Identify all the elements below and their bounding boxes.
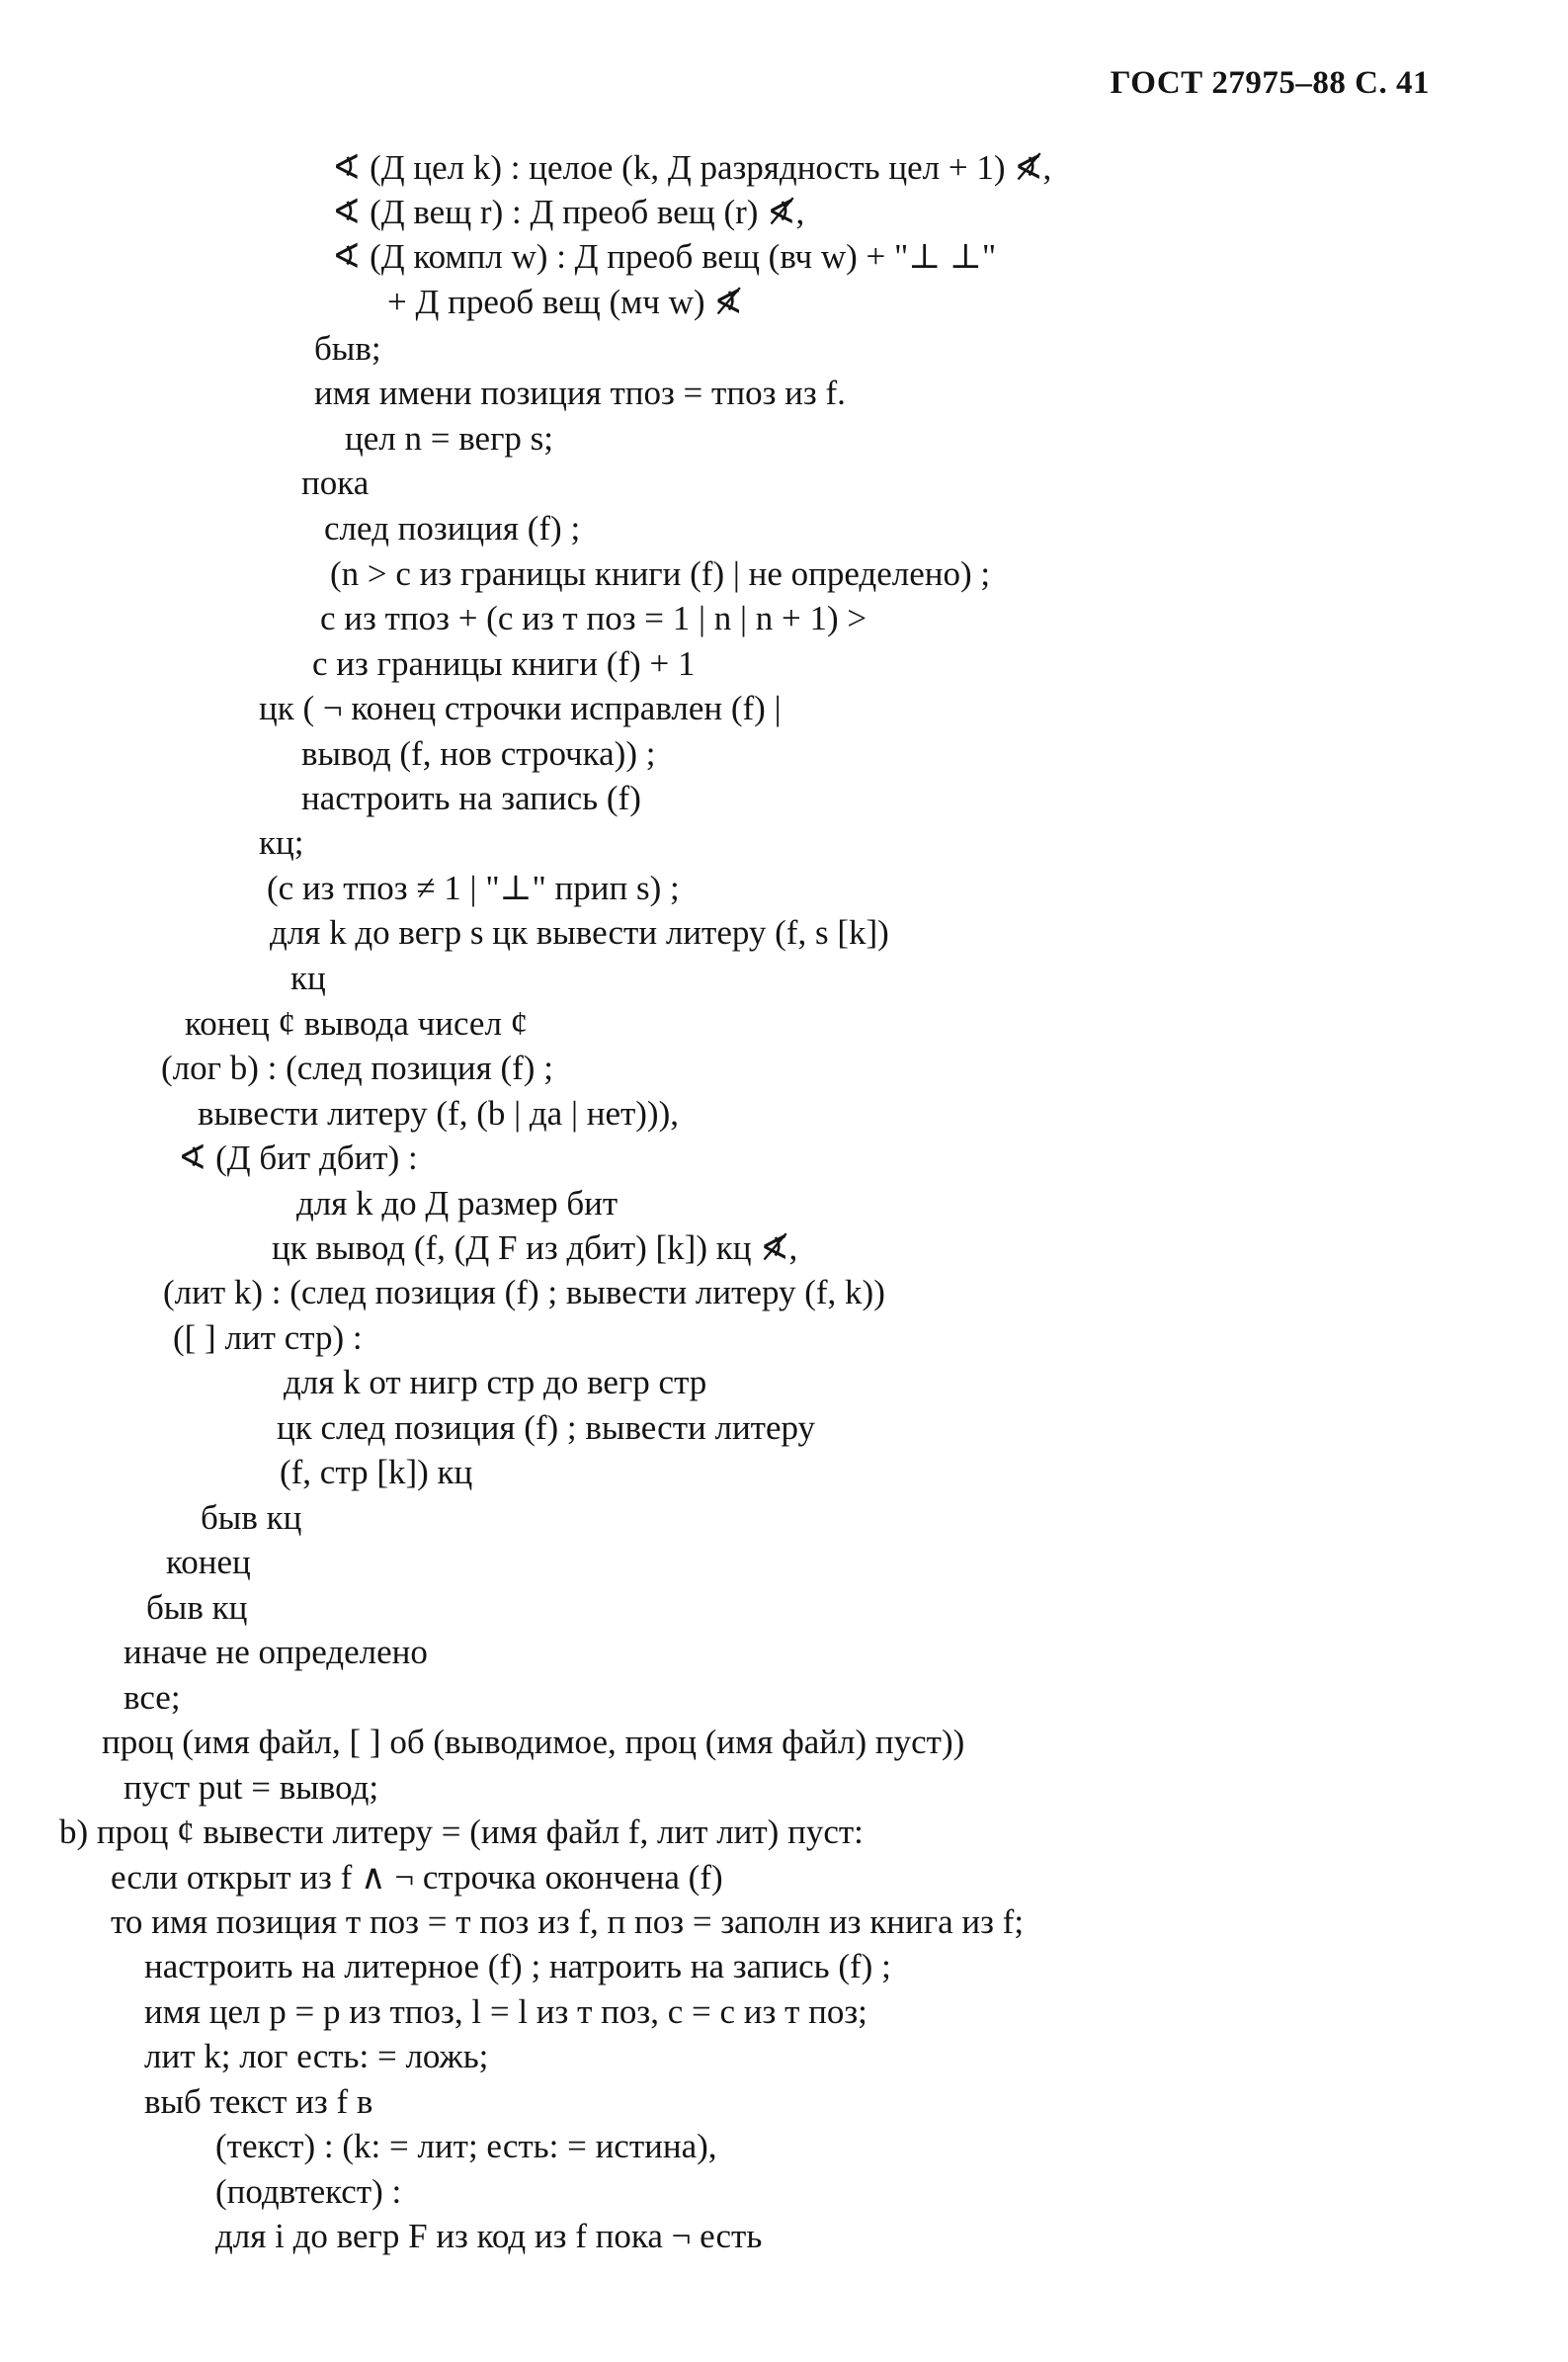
code-line: конец <box>166 1543 251 1581</box>
code-line: быв кц <box>146 1588 248 1627</box>
code-line: то имя позиция т поз = т поз из f, п поз = заполн из книга из f; <box>111 1902 1025 1941</box>
code-line: пуст put = вывод; <box>124 1768 379 1807</box>
code-line: лит k; лог есть: = ложь; <box>144 2037 489 2075</box>
code-line: для i до вегр F из код из f пока ¬ есть <box>215 2217 763 2255</box>
code-line: ∢ (Д компл w) : Д преоб вещ (вч w) + "⊥ ⊥" <box>332 237 997 276</box>
code-line: (лит k) : (след позиция (f) ; вывести литеру (f, k)) <box>163 1273 885 1311</box>
code-line: цк след позиция (f) ; вывести литеру <box>277 1408 816 1447</box>
code-line: ∢ (Д бит дбит) : <box>178 1139 418 1177</box>
code-line: для k до Д размер бит <box>296 1184 619 1223</box>
code-line: для k от нигр стр до вегр стр <box>284 1363 707 1401</box>
code-line: с из тпоз + (с из т поз = 1 | n | n + 1) > <box>320 599 867 637</box>
code-line: ∢ (Д вещ r) : Д преоб вещ (r) ∢̸, <box>332 193 805 231</box>
code-line: проц (имя файл, [ ] об (выводимое, проц (имя файл) пуст)) <box>102 1723 965 1761</box>
code-line: (f, стр [k]) кц <box>280 1453 473 1491</box>
code-line: кц <box>290 959 326 997</box>
code-line: цк ( ¬ конец строчки исправлен (f) | <box>259 689 782 727</box>
code-line: (n > с из границы книги (f) | не определено) ; <box>330 554 991 593</box>
code-line: имя имени позиция тпоз = тпоз из f. <box>314 374 846 412</box>
code-line: ([ ] лит стр) : <box>173 1318 363 1357</box>
code-line: (подвтекст) : <box>215 2172 402 2211</box>
code-line: b) проц ¢ вывести литеру = (имя файл f, лит лит) пуст: <box>59 1813 864 1851</box>
code-line: след позиция (f) ; <box>324 509 581 548</box>
page-header: ГОСТ 27975–88 С. 41 <box>1110 65 1430 101</box>
code-line: кц; <box>259 823 304 862</box>
code-line: настроить на запись (f) <box>301 779 641 817</box>
code-line: иначе не определено <box>124 1633 428 1671</box>
code-line: все; <box>124 1678 181 1717</box>
code-line: быв кц <box>201 1498 302 1537</box>
code-line: конец ¢ вывода чисел ¢ <box>185 1004 529 1043</box>
code-line: вывод (f, нов строчка)) ; <box>301 734 656 773</box>
code-line: настроить на литерное (f) ; натроить на запись (f) ; <box>144 1947 891 1985</box>
code-line: выб текст из f в <box>144 2082 373 2121</box>
code-line: (лог b) : (след позиция (f) ; <box>161 1049 553 1087</box>
code-line: для k до вегр s цк вывести литеру (f, s [k]) <box>270 913 889 952</box>
code-line: если открыт из f ∧ ¬ строчка окончена (f) <box>111 1858 723 1897</box>
code-line: ∢ (Д цел k) : целое (k, Д разрядность цел + 1) ∢̸, <box>332 148 1052 187</box>
code-line: пока <box>301 464 370 502</box>
code-line: имя цел р = р из тпоз, l = l из т поз, с = с из т поз; <box>144 1992 867 2031</box>
code-line: с из границы книги (f) + 1 <box>312 644 696 683</box>
code-line: (с из тпоз ≠ 1 | "⊥" прип s) ; <box>267 869 680 907</box>
code-line: + Д преоб вещ (мч w) ∢̸ <box>387 283 743 321</box>
code-line: вывести литеру (f, (b | да | нет))), <box>198 1094 679 1133</box>
code-line: (текст) : (k: = лит; есть: = истина), <box>215 2127 717 2165</box>
code-line: быв; <box>314 329 381 368</box>
code-line: цел n = вегр s; <box>345 419 554 458</box>
code-line: цк вывод (f, (Д F из дбит) [k]) кц ∢̸, <box>272 1228 798 1267</box>
